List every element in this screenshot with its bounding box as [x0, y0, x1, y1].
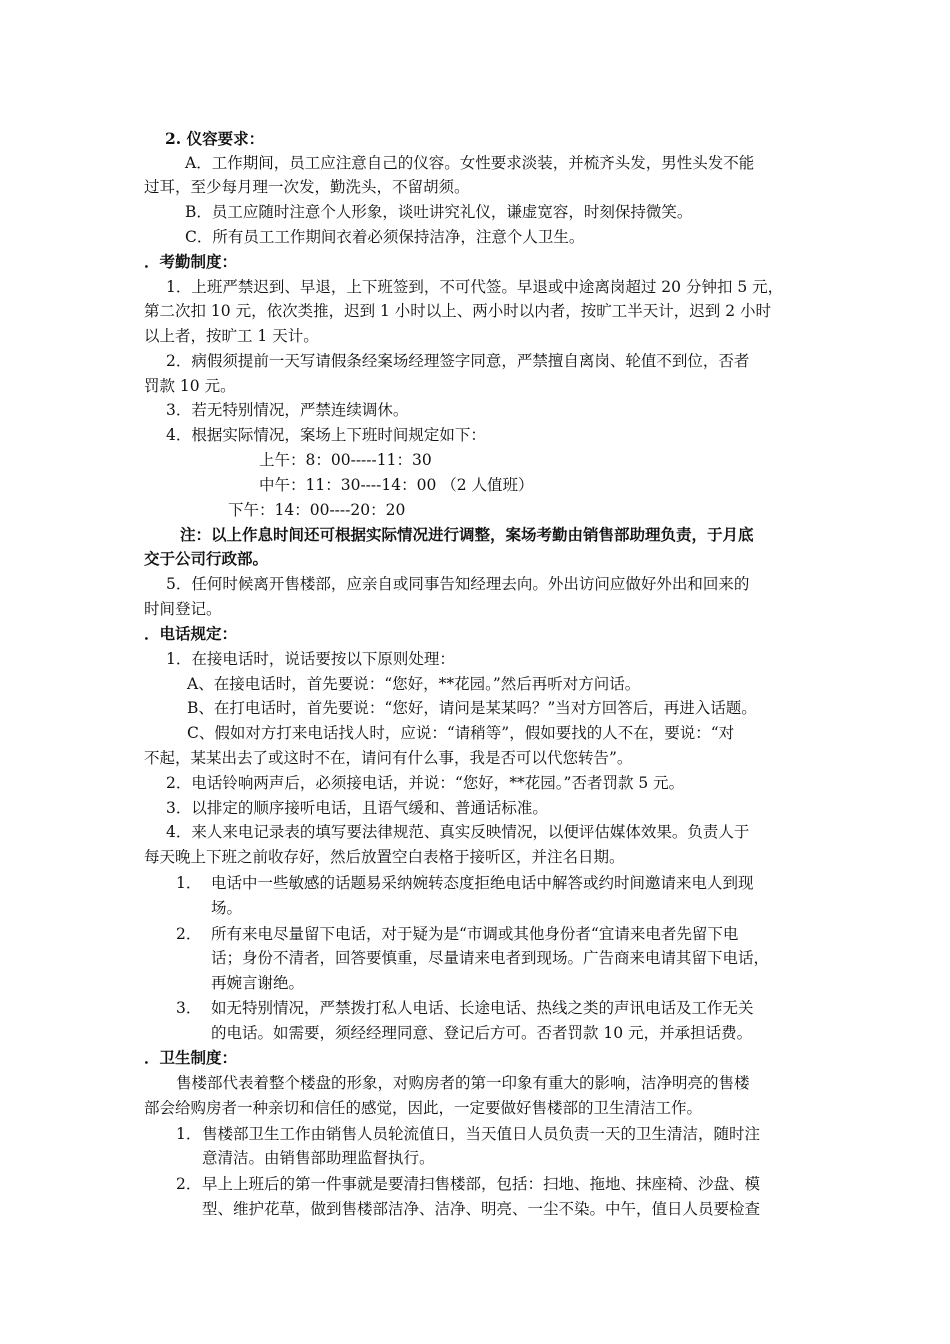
text-line: 过耳，至少每月理一次发，勤洗头，不留胡须。: [144, 178, 470, 196]
text-line: 2．电话铃响两声后，必须接电话，并说：“您好，**花园。”否者罚款 5 元。: [166, 774, 685, 792]
text-line: 第二次扣 10 元，依次类推，迟到 1 小时以上、两小时以内者，按旷工半天计，迟到 2 小时: [144, 302, 772, 320]
text-line: 售楼部卫生工作由销售人员轮流值日，当天值日人员负责一天的卫生清洁，随时注: [202, 1125, 761, 1143]
text-line: 以上者，按旷工 1 天计。: [144, 327, 319, 345]
text-line: 所有来电尽量留下电话，对于疑为是“市调或其他身份者“宜请来电者先留下电: [211, 925, 739, 943]
text-line: 4．来人来电记录表的填写要法律规范、真实反映情况，以便评估媒体效果。负责人于: [166, 823, 750, 841]
text-line: 再婉言谢绝。: [211, 974, 305, 992]
text-line: 部会给购房者一种亲切和信任的感觉，因此，一定要做好售楼部的卫生清洁工作。: [144, 1099, 703, 1117]
text-line: A．工作期间，员工应注意自己的仪容。女性要求淡装，并梳齐头发，男性头发不能: [185, 154, 755, 172]
text-line: 上午：8：00-----11：30: [259, 451, 432, 469]
text-line: 电话中一些敏感的话题易采纳婉转态度拒绝电话中解答或约时间邀请来电人到现: [211, 874, 754, 892]
text-line: 2．: [176, 925, 202, 943]
text-line: 不起，某某出去了或这时不在，请问有什么事，我是否可以代您转告”。: [144, 749, 633, 767]
text-line: 早上上班后的第一件事就是要清扫售楼部，包括：扫地、拖地、抹座椅、沙盘、模: [202, 1175, 761, 1193]
text-line: C、假如对方打来电话找人时，应说：“请稍等”，假如要找的人不在，要说：“对: [187, 724, 735, 742]
text-line: 下午：14：00----20：20: [228, 501, 406, 519]
text-line: 2. 仪容要求：: [165, 129, 265, 148]
text-line: 1．在接电话时，说话要按以下原则处理：: [166, 650, 455, 668]
text-line: 场。: [211, 899, 243, 917]
text-line: 的电话。如需要，须经经理同意、登记后方可。否者罚款 10 元，并承担话费。: [211, 1024, 753, 1042]
text-line: 意清洁。由销售部助理监督执行。: [202, 1149, 435, 1167]
text-line: 1．: [176, 874, 202, 892]
text-line: 3．以排定的顺序接听电话，且语气缓和、普通话标准。: [166, 799, 548, 817]
text-line: 时间登记。: [144, 600, 222, 618]
text-line: 中午：11：30----14：00 （2 人值班）: [259, 476, 534, 494]
text-line: ．考勤制度：: [144, 252, 238, 271]
text-line: 型、维护花草，做到售楼部洁净、洁净、明亮、一尘不染。中午，值日人员要检查: [202, 1200, 761, 1218]
text-line: C．所有员工工作期间衣着必须保持洁净，注意个人卫生。: [185, 228, 585, 246]
text-line: ．电话规定：: [144, 624, 238, 643]
text-line: 5．任何时候离开售楼部，应亲自或同事告知经理去向。外出访问应做好外出和回来的: [166, 575, 750, 593]
text-line: 1．: [176, 1125, 202, 1143]
text-line: 话；身份不清者，回答要慎重，尽量请来电者到现场。广告商来电请其留下电话，: [211, 949, 770, 967]
text-line: 注：以上作息时间还可根据实际情况进行调整，案场考勤由销售部助理负责，于月底: [180, 525, 754, 544]
text-line: 2．: [176, 1175, 202, 1193]
text-line: 售楼部代表着整个楼盘的形象，对购房者的第一印象有重大的影响，洁净明亮的售楼: [176, 1074, 750, 1092]
text-line: B、在打电话时，首先要说：“您好，请问是某某吗？”当对方回答后，再进入话题。: [187, 699, 757, 717]
text-line: 3．若无特别情况，严禁连续调休。: [166, 401, 409, 419]
text-line: ．卫生制度：: [144, 1048, 238, 1067]
text-line: 1．上班严禁迟到、早退，上下班签到，不可代签。早退或中途离岗超过 20 分钟扣 5 元，: [166, 278, 784, 296]
text-line: 3．: [176, 999, 202, 1017]
text-line: 如无特别情况，严禁拨打私人电话、长途电话、热线之类的声讯电话及工作无关: [211, 999, 754, 1017]
text-line: 交于公司行政部。: [144, 549, 269, 568]
text-line: 2．病假须提前一天写请假条经案场经理签字同意，严禁擅自离岗、轮值不到位，否者: [166, 352, 750, 370]
text-line: 每天晚上下班之前收存好，然后放置空白表格于接听区，并注名日期。: [144, 848, 625, 866]
text-line: 罚款 10 元。: [144, 377, 236, 395]
text-line: 4．根据实际情况，案场上下班时间规定如下：: [166, 426, 486, 444]
text-line: A、在接电话时，首先要说：“您好，**花园。”然后再听对方问话。: [187, 675, 641, 693]
text-line: B．员工应随时注意个人形象，谈吐讲究礼仪，谦虚宽容，时刻保持微笑。: [185, 203, 693, 221]
